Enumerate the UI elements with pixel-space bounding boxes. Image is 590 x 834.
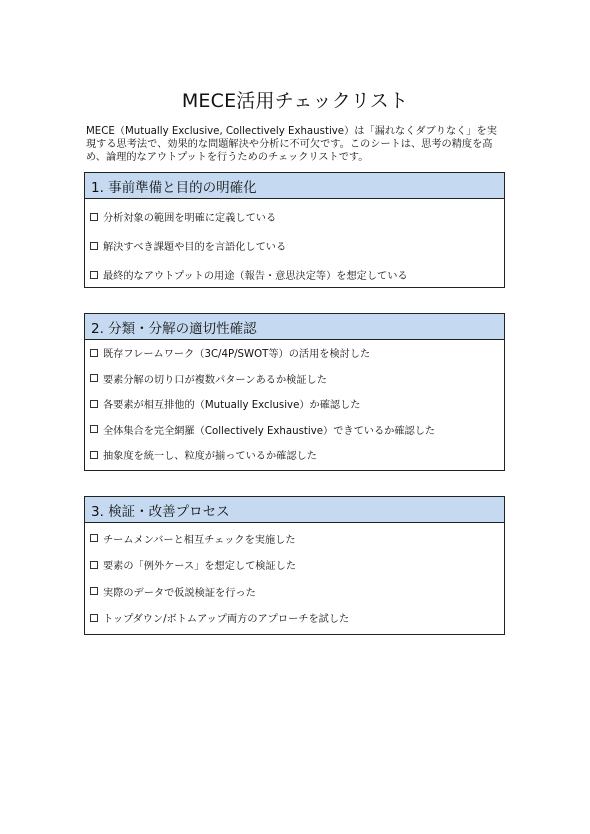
checkbox-icon[interactable]: [90, 242, 98, 250]
checklist-item[interactable]: [85, 202, 504, 231]
checklist-item[interactable]: [85, 605, 504, 632]
checklist-item[interactable]: [85, 260, 504, 289]
checklist-item-label: 抽象度を統一し、粒度が揃っているか確認した: [103, 451, 317, 463]
checkbox-icon[interactable]: [90, 349, 98, 357]
checklist-item[interactable]: [85, 442, 504, 468]
checkbox-icon[interactable]: [90, 587, 98, 595]
checkbox-icon[interactable]: [90, 425, 98, 433]
checklist-item[interactable]: [85, 231, 504, 260]
checklist-item-label: 要素の「例外ケース」を想定して検証した: [103, 561, 297, 573]
checklist-item[interactable]: [85, 552, 504, 579]
checklist-item-label: チームメンバーと相互チェックを実施した: [103, 534, 296, 546]
checkbox-icon[interactable]: [90, 614, 98, 622]
checkbox-icon[interactable]: [90, 451, 98, 459]
page-title: MECE活用チェックリスト: [181, 90, 409, 112]
checklist-item-label: 分析対象の範囲を明確に定義している: [103, 213, 277, 224]
section-preparation: [84, 172, 505, 288]
checklist-item-label: 各要素が相互排他的（Mutually Exclusive）か確認した: [103, 400, 361, 412]
section-header: 3. 検証・改善プロセス: [85, 497, 504, 523]
checklist-item[interactable]: [85, 525, 504, 552]
checklist-item[interactable]: [85, 366, 504, 392]
checklist-item-label: 要素分解の切り口が複数パターンあるか検証した: [103, 374, 327, 386]
checkbox-icon[interactable]: [90, 213, 98, 221]
checklist: [85, 523, 504, 631]
checklist-item-label: 解決すべき課題や目的を言語化している: [103, 242, 287, 253]
section-classification: [84, 313, 505, 471]
checkbox-icon[interactable]: [90, 534, 98, 542]
section-verification: [84, 496, 505, 635]
checkbox-icon[interactable]: [90, 374, 98, 382]
checklist-item[interactable]: [85, 391, 504, 417]
checklist-item-label: トップダウン/ボトムアップ両方のアプローチを試した: [103, 614, 350, 626]
checklist-item-label: 最終的なアウトプットの用途（報告・意思決定等）を想定している: [103, 271, 408, 282]
checkbox-icon[interactable]: [90, 400, 98, 408]
checklist: [85, 199, 504, 289]
checklist-item[interactable]: [85, 578, 504, 605]
checklist: [85, 340, 504, 468]
section-header: 2. 分類・分解の適切性確認: [85, 314, 504, 340]
section-header: 1. 事前準備と目的の明確化: [85, 173, 504, 199]
checkbox-icon[interactable]: [90, 561, 98, 569]
checkbox-icon[interactable]: [90, 271, 98, 279]
checklist-item[interactable]: [85, 417, 504, 443]
checklist-item-label: 実際のデータで仮説検証を行った: [103, 587, 256, 599]
checklist-item-label: 既存フレームワーク（3C/4P/SWOT等）の活用を検討した: [103, 349, 371, 361]
intro-paragraph: MECE（Mutually Exclusive, Collectively Exhaustive）は「漏れなくダブりなく」を実現する思考法で、効果的な問題解決や分析に不可欠です。このシートは、思考の精度を高め、論理的なアウトプットを行うためのチェックリストです。: [86, 126, 497, 164]
checklist-item-label: 全体集合を完全網羅（Collectively Exhaustive）できているか確認した: [103, 425, 436, 437]
checklist-item[interactable]: [85, 340, 504, 366]
